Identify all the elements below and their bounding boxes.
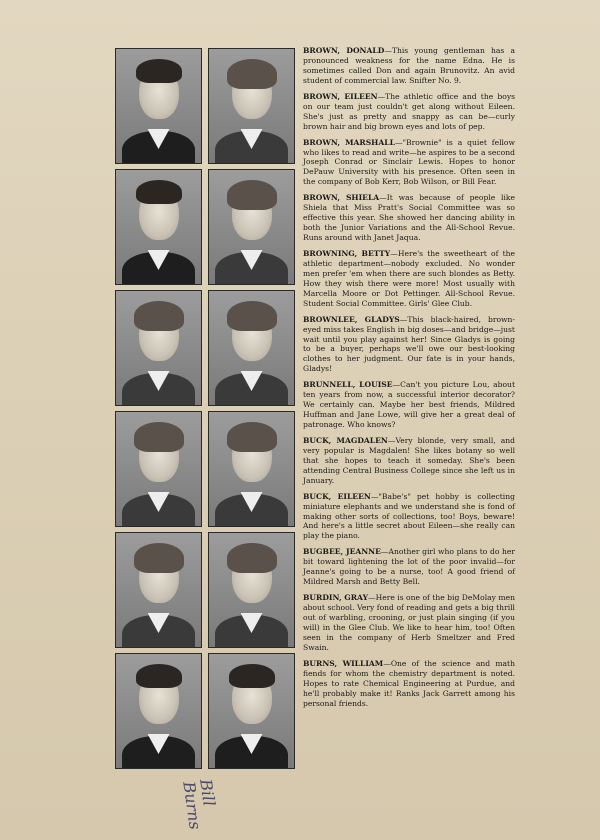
entry-text: —"Babe's" pet hobby is collecting miniature elephants and we understand she is fond of making other sorts of collections, too! Boys, beware! And here's a little secret about Eileen—she really can play the piano. xyxy=(303,491,515,541)
portrait-photo-browning-betty xyxy=(115,290,202,406)
entry-text: —"Brownie" is a quiet fellow who likes to read and write—he aspires to be a second Joseph Conrad or Sinclair Lewis. Hopes to honor DePauw University with his presence. Often seen in the company of Bob Kerr, Bob Wilson, or Bill Fear. xyxy=(303,137,515,187)
entry-text: —Can't you picture Lou, about ten years from now, a successful interior decorator? We certainly can. Maybe her best friends, Mildred Huffman and Jane Lowe, will give her a great deal of patronage. Who knows? xyxy=(303,380,515,429)
entry-name: BROWN, DONALD xyxy=(303,46,385,55)
entry-name: BROWN, EILEEN xyxy=(303,91,378,101)
biography-column xyxy=(303,46,515,715)
entry-text: —Very blonde, very small, and very popular is Magdalen! She likes botany so well that she hopes to teach it someday. She's been attending Central Business College since she left us in January. xyxy=(303,436,515,485)
biography-entry xyxy=(303,249,515,308)
biography-entry xyxy=(303,547,515,587)
entry-name: BURDIN, GRAY xyxy=(303,593,368,603)
portrait-photo-buck-magdalen xyxy=(208,411,295,527)
biography-entry xyxy=(303,659,515,709)
portrait-photo-burns-william xyxy=(208,653,295,769)
entry-text: —It was because of people like Shiela that Miss Pratt's Social Committee was so effective this year. She showed her dancing ability in both the Junior Variations and the All-School Revue. Runs around with Janet Jaqua. xyxy=(303,193,515,242)
biography-entry xyxy=(303,436,515,486)
biography-entry xyxy=(303,492,515,542)
entry-name: BROWNING, BETTY xyxy=(303,249,391,259)
entry-text: —One of the science and math fiends for whom the chemistry department is noted. Hopes to rate Chemical Engineering at Purdue, and he'll probably make it! Ranks Jack Garrett among his personal friends. xyxy=(303,658,515,708)
portrait-photo-brown-shiela xyxy=(208,169,295,285)
biography-entry xyxy=(303,315,515,374)
portrait-photo-brownlee-gladys xyxy=(208,290,295,406)
entry-name: BUCK, EILEEN xyxy=(303,491,371,501)
biography-entry xyxy=(303,593,515,652)
entry-name: BROWNLEE, GLADYS xyxy=(303,314,400,324)
portrait-photo-brunnell-louise xyxy=(115,411,202,527)
entry-name: BROWN, SHIELA xyxy=(303,193,380,203)
entry-text: —This black-haired, brown-eyed miss takes English in big doses—and bridge—just wait until you play against her! Since Gladys is going to be a buyer, perhaps we'll owe our best-looking clothes to her judgment. Our fate is in your hands, Gladys! xyxy=(303,314,515,374)
entry-name: BROWN, MARSHALL xyxy=(303,137,395,147)
entry-name: BUGBEE, JEANNE xyxy=(303,547,381,557)
entry-name: BURNS, WILLIAM xyxy=(303,658,384,668)
biography-entry xyxy=(303,46,515,86)
entry-text: —Here is one of the big DeMolay men about school. Very fond of reading and gets a big thrill out of warbling, crooning, or just plain singing (if you will) in the Glee Club. We like to hear him, too! Often seen in the company of Herb Smeltzer and Fred Swain. xyxy=(303,593,515,652)
portrait-photo-buck-eileen xyxy=(115,532,202,648)
portrait-photo-brown-eileen xyxy=(208,48,295,164)
portrait-photo-bugbee-jeanne xyxy=(208,532,295,648)
portrait-photo-brown-donald xyxy=(115,48,202,164)
portrait-photo-burdin-gray xyxy=(115,653,202,769)
biography-entry xyxy=(303,92,515,132)
biography-entry xyxy=(303,138,515,188)
entry-name: BUCK, MAGDALEN xyxy=(303,436,388,446)
biography-entry xyxy=(303,193,515,243)
portrait-photo-brown-marshall xyxy=(115,169,202,285)
entry-text: —Here's the sweetheart of the athletic department—nobody excluded. No wonder men prefer 'em when there are such blondes as Betty. How they wish there were more! Most usually with Marcella Moore or Dot Pettinger. All-School Revue. Student Social Committee. Girls' Glee Club. xyxy=(303,249,516,308)
photo-grid xyxy=(115,48,297,769)
handwritten-signature: Bill Burns xyxy=(179,777,219,831)
biography-entry xyxy=(303,380,515,430)
entry-text: —This young gentleman has a pronounced weakness for the name Edna. He is sometimes called Don and again Brunovitz. An avid student of commercial law. Snifter No. 9. xyxy=(303,46,516,85)
entry-text: —Another girl who plans to do her bit toward lightening the lot of the poor invalid—for Jeanne's going to be a nurse, too! A good friend of Mildred Marsh and Betty Bell. xyxy=(303,547,515,587)
entry-name: BRUNNELL, LOUISE xyxy=(303,380,393,390)
entry-text: —The athletic office and the boys on our team just couldn't get along without Eileen. She's just as pretty and snappy as can be—curly brown hair and big brown eyes and lots of pep. xyxy=(303,91,516,131)
